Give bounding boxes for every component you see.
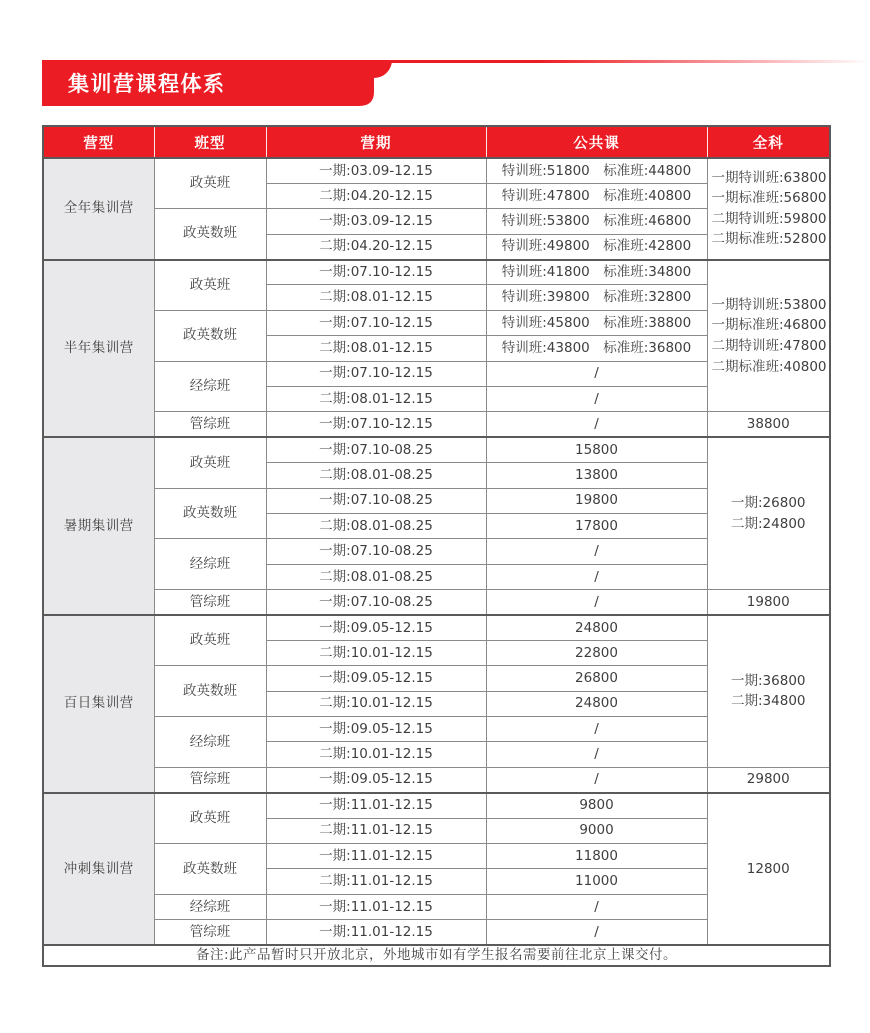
public-course-price-cell: / xyxy=(486,920,707,945)
class-type-cell: 经综班 xyxy=(154,361,266,412)
camp-period-cell: 一期:11.01-12.15 xyxy=(266,844,486,869)
camp-period-cell: 一期:09.05-12.15 xyxy=(266,615,486,640)
public-course-price-cell: 特训班:53800 标准班:46800 xyxy=(486,209,707,234)
public-course-price-cell: / xyxy=(486,564,707,589)
public-course-price-cell: 9800 xyxy=(486,793,707,818)
column-header-2: 营期 xyxy=(266,126,486,158)
camp-type-cell: 全年集训营 xyxy=(43,158,154,260)
public-course-price-cell: 11000 xyxy=(486,869,707,894)
camp-period-cell: 二期:11.01-12.15 xyxy=(266,818,486,843)
public-course-price-cell: / xyxy=(486,590,707,615)
public-course-price-cell: 9000 xyxy=(486,818,707,843)
camp-period-cell: 二期:10.01-12.15 xyxy=(266,691,486,716)
camp-period-cell: 二期:10.01-12.15 xyxy=(266,640,486,665)
camp-period-cell: 二期:08.01-08.25 xyxy=(266,564,486,589)
public-course-price-cell: 特训班:41800 标准班:34800 xyxy=(486,260,707,285)
camp-period-cell: 一期:07.10-08.25 xyxy=(266,539,486,564)
note-row xyxy=(43,945,830,966)
class-type-cell: 政英班 xyxy=(154,615,266,666)
class-type-cell: 政英数班 xyxy=(154,844,266,895)
camp-period-cell: 二期:04.20-12.15 xyxy=(266,183,486,208)
camp-period-cell: 二期:04.20-12.15 xyxy=(266,234,486,259)
camp-period-cell: 二期:08.01-08.25 xyxy=(266,513,486,538)
camp-period-cell: 一期:07.10-08.25 xyxy=(266,488,486,513)
public-course-price-cell: / xyxy=(486,412,707,437)
camp-type-cell: 百日集训营 xyxy=(43,615,154,793)
column-header-1: 班型 xyxy=(154,126,266,158)
table-row xyxy=(43,615,830,640)
camp-period-cell: 一期:07.10-12.15 xyxy=(266,260,486,285)
public-course-price-cell: / xyxy=(486,539,707,564)
class-type-cell: 政英班 xyxy=(154,437,266,488)
public-course-price-cell: / xyxy=(486,767,707,792)
course-table-container xyxy=(42,125,829,967)
note-cell: 备注:此产品暂时只开放北京，外地城市如有学生报名需要前往北京上课交付。 xyxy=(43,945,830,966)
full-subject-price-cell: 一期特训班:53800 一期标准班:46800 二期特训班:47800 二期标准班:40800 xyxy=(707,260,830,412)
public-course-price-cell: 11800 xyxy=(486,844,707,869)
class-type-cell: 政英数班 xyxy=(154,209,266,260)
table-row xyxy=(43,260,830,285)
banner xyxy=(42,60,870,107)
public-course-price-cell: / xyxy=(486,387,707,412)
column-header-4: 全科 xyxy=(707,126,830,158)
public-course-price-cell: 24800 xyxy=(486,615,707,640)
camp-period-cell: 一期:07.10-12.15 xyxy=(266,361,486,386)
full-subject-price-cell: 一期特训班:63800 一期标准班:56800 二期特训班:59800 二期标准班:52800 xyxy=(707,158,830,260)
camp-period-cell: 二期:11.01-12.15 xyxy=(266,869,486,894)
class-type-cell: 政英数班 xyxy=(154,488,266,539)
class-type-cell: 经综班 xyxy=(154,717,266,768)
table-header-row xyxy=(43,126,830,158)
camp-period-cell: 一期:11.01-12.15 xyxy=(266,920,486,945)
camp-period-cell: 一期:07.10-08.25 xyxy=(266,437,486,462)
class-type-cell: 政英数班 xyxy=(154,666,266,717)
full-subject-price-cell: 29800 xyxy=(707,767,830,792)
table-row xyxy=(43,158,830,183)
public-course-price-cell: 17800 xyxy=(486,513,707,538)
public-course-price-cell: 特训班:45800 标准班:38800 xyxy=(486,310,707,335)
camp-period-cell: 一期:09.05-12.15 xyxy=(266,767,486,792)
table-row xyxy=(43,793,830,818)
public-course-price-cell: 22800 xyxy=(486,640,707,665)
camp-period-cell: 一期:09.05-12.15 xyxy=(266,717,486,742)
public-course-price-cell: 特训班:39800 标准班:32800 xyxy=(486,285,707,310)
public-course-price-cell: 19800 xyxy=(486,488,707,513)
class-type-cell: 政英班 xyxy=(154,158,266,209)
class-type-cell: 政英班 xyxy=(154,793,266,844)
public-course-price-cell: 15800 xyxy=(486,437,707,462)
table-row xyxy=(43,437,830,462)
column-header-0: 营型 xyxy=(43,126,154,158)
camp-period-cell: 一期:07.10-12.15 xyxy=(266,412,486,437)
table-row xyxy=(43,412,830,437)
class-type-cell: 政英数班 xyxy=(154,310,266,361)
camp-period-cell: 一期:03.09-12.15 xyxy=(266,158,486,183)
camp-type-cell: 暑期集训营 xyxy=(43,437,154,615)
column-header-3: 公共课 xyxy=(486,126,707,158)
class-type-cell: 管综班 xyxy=(154,920,266,945)
camp-type-cell: 冲刺集训营 xyxy=(43,793,154,945)
public-course-price-cell: / xyxy=(486,717,707,742)
public-course-price-cell: / xyxy=(486,361,707,386)
camp-period-cell: 二期:10.01-12.15 xyxy=(266,742,486,767)
full-subject-price-cell: 19800 xyxy=(707,590,830,615)
camp-period-cell: 一期:03.09-12.15 xyxy=(266,209,486,234)
public-course-price-cell: 13800 xyxy=(486,463,707,488)
camp-period-cell: 一期:11.01-12.15 xyxy=(266,894,486,919)
full-subject-price-cell: 一期:36800 二期:34800 xyxy=(707,615,830,767)
table-row xyxy=(43,590,830,615)
camp-period-cell: 一期:07.10-12.15 xyxy=(266,310,486,335)
class-type-cell: 经综班 xyxy=(154,894,266,919)
full-subject-price-cell: 一期:26800 二期:24800 xyxy=(707,437,830,589)
public-course-price-cell: / xyxy=(486,894,707,919)
page-title: 集训营课程体系 xyxy=(68,72,226,96)
camp-period-cell: 一期:07.10-08.25 xyxy=(266,590,486,615)
class-type-cell: 管综班 xyxy=(154,767,266,792)
public-course-price-cell: 特训班:51800 标准班:44800 xyxy=(486,158,707,183)
camp-period-cell: 一期:11.01-12.15 xyxy=(266,793,486,818)
camp-period-cell: 二期:08.01-12.15 xyxy=(266,387,486,412)
camp-period-cell: 二期:08.01-12.15 xyxy=(266,336,486,361)
public-course-price-cell: 26800 xyxy=(486,666,707,691)
class-type-cell: 管综班 xyxy=(154,590,266,615)
public-course-price-cell: 特训班:43800 标准班:36800 xyxy=(486,336,707,361)
course-table xyxy=(42,125,831,967)
camp-period-cell: 一期:09.05-12.15 xyxy=(266,666,486,691)
public-course-price-cell: 特训班:49800 标准班:42800 xyxy=(486,234,707,259)
camp-period-cell: 二期:08.01-12.15 xyxy=(266,285,486,310)
full-subject-price-cell: 38800 xyxy=(707,412,830,437)
table-row xyxy=(43,767,830,792)
public-course-price-cell: 特训班:47800 标准班:40800 xyxy=(486,183,707,208)
camp-period-cell: 二期:08.01-08.25 xyxy=(266,463,486,488)
class-type-cell: 经综班 xyxy=(154,539,266,590)
class-type-cell: 管综班 xyxy=(154,412,266,437)
public-course-price-cell: / xyxy=(486,742,707,767)
camp-type-cell: 半年集训营 xyxy=(43,260,154,438)
class-type-cell: 政英班 xyxy=(154,260,266,311)
full-subject-price-cell: 12800 xyxy=(707,793,830,945)
public-course-price-cell: 24800 xyxy=(486,691,707,716)
